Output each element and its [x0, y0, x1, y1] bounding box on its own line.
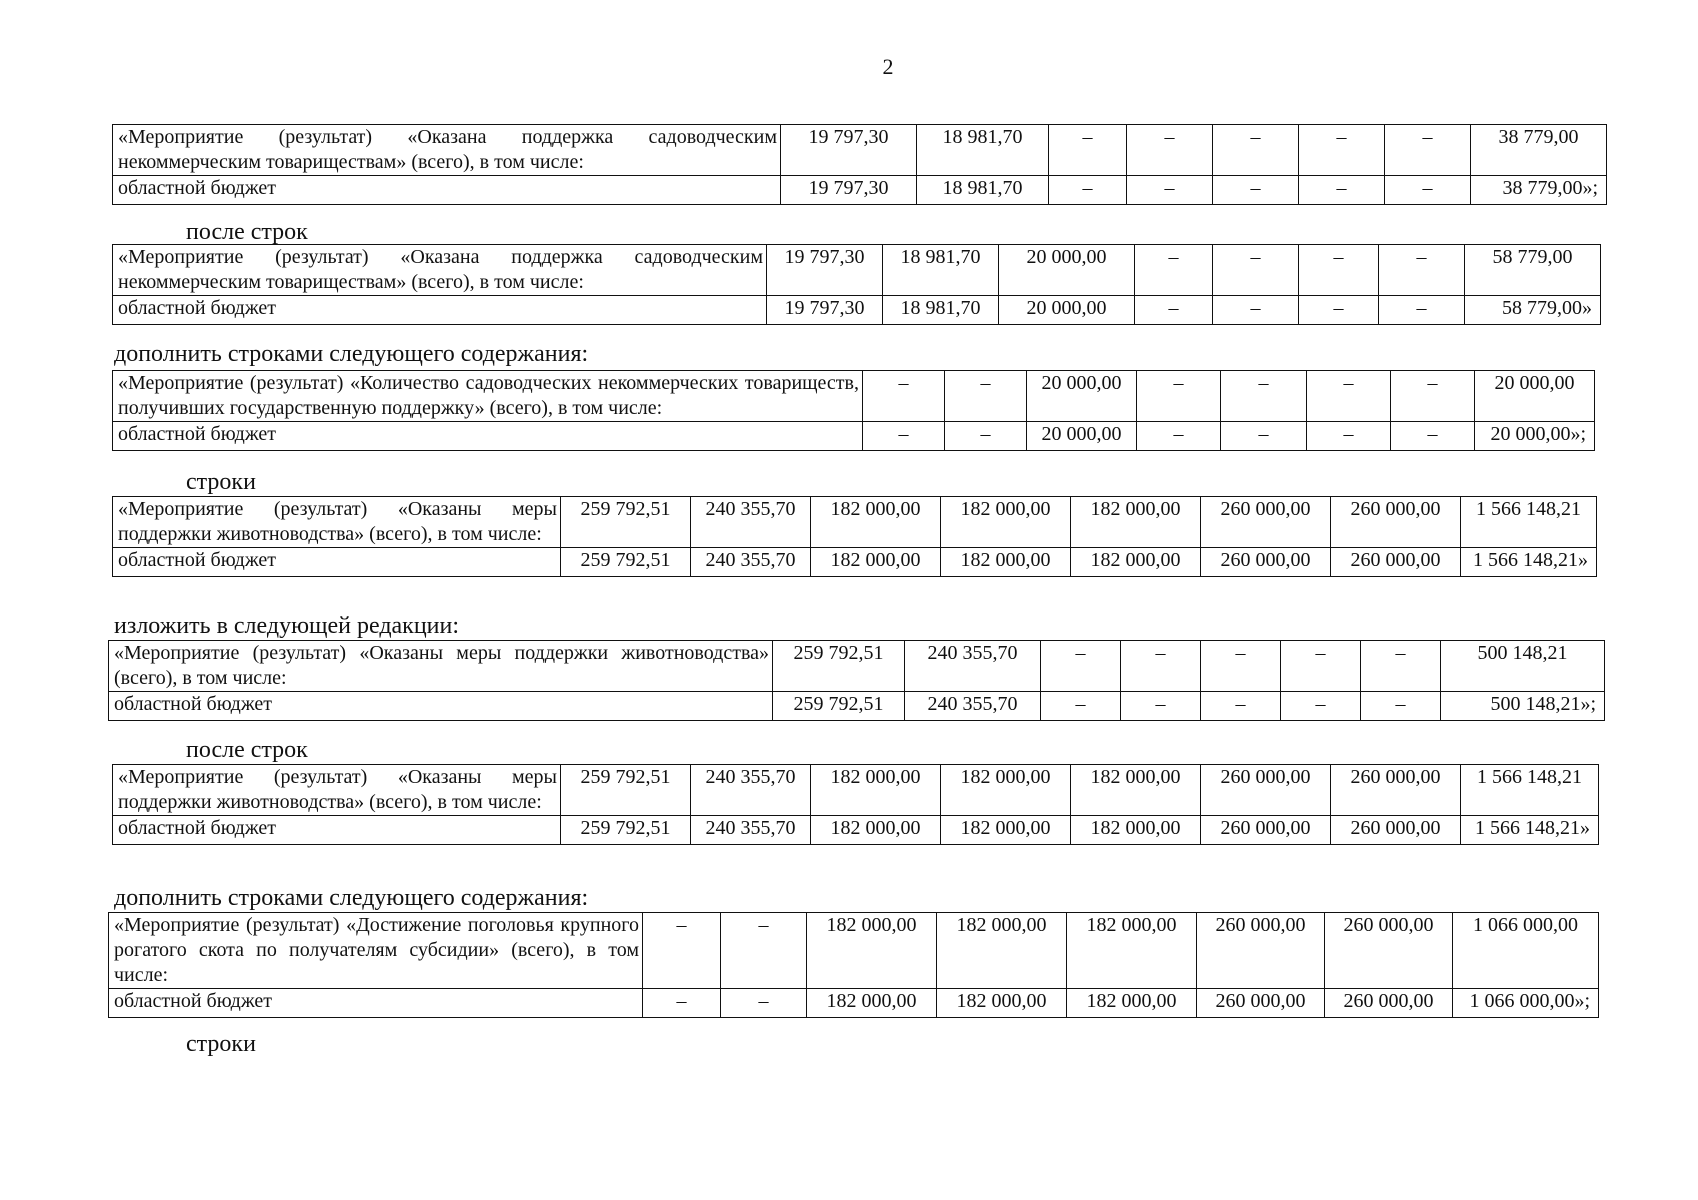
value-cell: – [1299, 296, 1379, 325]
table-row [109, 692, 1605, 721]
table-row [113, 816, 1599, 845]
value-cell: – [1307, 422, 1391, 451]
value-cell: – [1221, 422, 1307, 451]
total-cell: 1 566 148,21» [1461, 816, 1599, 845]
total-cell: 58 779,00» [1465, 296, 1601, 325]
table-row [109, 641, 1605, 692]
value-cell: – [721, 913, 807, 989]
value-cell: 259 792,51 [561, 765, 691, 816]
value-cell: 260 000,00 [1201, 816, 1331, 845]
table-row [113, 422, 1595, 451]
value-cell: 182 000,00 [941, 816, 1071, 845]
value-cell: 182 000,00 [811, 765, 941, 816]
instruction-rows: строки [186, 469, 256, 495]
value-cell: 18 981,70 [917, 176, 1049, 205]
row-label: областной бюджет [113, 296, 767, 325]
value-cell: – [1385, 125, 1471, 176]
value-cell: – [1385, 176, 1471, 205]
row-label: «Мероприятие (результат) «Оказаны меры поддержки животноводства» (всего), в том числе: [113, 497, 561, 548]
value-cell: 260 000,00 [1325, 913, 1453, 989]
value-cell: 260 000,00 [1331, 548, 1461, 577]
value-cell: 260 000,00 [1331, 497, 1461, 548]
value-cell: 20 000,00 [999, 296, 1135, 325]
table-row [113, 497, 1597, 548]
total-cell: 1 566 148,21 [1461, 765, 1599, 816]
page-number: 2 [882, 54, 894, 79]
value-cell: 19 797,30 [767, 245, 883, 296]
value-cell: 240 355,70 [691, 765, 811, 816]
value-cell: – [1213, 245, 1299, 296]
value-cell: – [1041, 692, 1121, 721]
value-cell: – [1127, 125, 1213, 176]
row-label: областной бюджет [113, 422, 863, 451]
value-cell: – [721, 989, 807, 1018]
table-block-2 [112, 244, 1601, 325]
table-row [113, 548, 1597, 577]
value-cell: – [1121, 641, 1201, 692]
value-cell: – [1135, 245, 1213, 296]
value-cell: – [945, 422, 1027, 451]
value-cell: – [1121, 692, 1201, 721]
value-cell: – [1299, 245, 1379, 296]
value-cell: 240 355,70 [905, 692, 1041, 721]
value-cell: – [1379, 245, 1465, 296]
value-cell: – [863, 422, 945, 451]
total-cell: 500 148,21 [1441, 641, 1605, 692]
table-block-5 [108, 640, 1605, 721]
table-row [109, 989, 1599, 1018]
total-cell: 1 566 148,21» [1461, 548, 1597, 577]
value-cell: – [1127, 176, 1213, 205]
instruction-after-rows: после строк [186, 737, 308, 763]
table-block-7 [108, 912, 1599, 1018]
total-cell: 20 000,00 [1475, 371, 1595, 422]
value-cell: 260 000,00 [1201, 765, 1331, 816]
value-cell: – [1221, 371, 1307, 422]
row-label: областной бюджет [113, 548, 561, 577]
value-cell: 19 797,30 [781, 125, 917, 176]
total-cell: 58 779,00 [1465, 245, 1601, 296]
budget-table [108, 640, 1605, 721]
value-cell: – [1135, 296, 1213, 325]
value-cell: 240 355,70 [691, 497, 811, 548]
value-cell: – [1213, 296, 1299, 325]
value-cell: – [643, 913, 721, 989]
value-cell: – [1391, 422, 1475, 451]
value-cell: 259 792,51 [561, 816, 691, 845]
budget-table [112, 370, 1595, 451]
value-cell: – [1281, 692, 1361, 721]
value-cell: – [1299, 176, 1385, 205]
value-cell: – [1213, 125, 1299, 176]
value-cell: 20 000,00 [1027, 422, 1137, 451]
row-label: областной бюджет [113, 176, 781, 205]
row-label: областной бюджет [109, 692, 773, 721]
table-block-6 [112, 764, 1599, 845]
value-cell: 19 797,30 [767, 296, 883, 325]
value-cell: – [863, 371, 945, 422]
table-block-4 [112, 496, 1597, 577]
value-cell: – [1201, 641, 1281, 692]
total-cell: 38 779,00 [1471, 125, 1607, 176]
value-cell: – [1049, 125, 1127, 176]
value-cell: – [945, 371, 1027, 422]
value-cell: – [1281, 641, 1361, 692]
value-cell: – [1201, 692, 1281, 721]
table-row [113, 176, 1607, 205]
value-cell: – [1299, 125, 1385, 176]
value-cell: 20 000,00 [1027, 371, 1137, 422]
value-cell: 260 000,00 [1331, 816, 1461, 845]
value-cell: – [1307, 371, 1391, 422]
value-cell: 182 000,00 [1071, 548, 1201, 577]
value-cell: 259 792,51 [561, 548, 691, 577]
instruction-rows: строки [186, 1031, 256, 1057]
instruction-edit: изложить в следующей редакции: [114, 613, 460, 639]
row-label: областной бюджет [113, 816, 561, 845]
value-cell: 18 981,70 [883, 245, 999, 296]
value-cell: 182 000,00 [1071, 765, 1201, 816]
table-row [113, 245, 1601, 296]
value-cell: 20 000,00 [999, 245, 1135, 296]
value-cell: 260 000,00 [1201, 497, 1331, 548]
value-cell: 19 797,30 [781, 176, 917, 205]
value-cell: – [1137, 371, 1221, 422]
budget-table [112, 764, 1599, 845]
value-cell: – [1361, 641, 1441, 692]
table-block-1 [112, 124, 1607, 205]
value-cell: – [1041, 641, 1121, 692]
row-label: «Мероприятие (результат) «Оказаны меры поддержки животноводства» (всего), в том числе: [113, 765, 561, 816]
table-row [109, 913, 1599, 989]
value-cell: 182 000,00 [941, 497, 1071, 548]
value-cell: 182 000,00 [1067, 989, 1197, 1018]
instruction-supplement: дополнить строками следующего содержания: [114, 885, 589, 911]
budget-table [108, 912, 1599, 1018]
value-cell: 260 000,00 [1197, 989, 1325, 1018]
value-cell: – [1049, 176, 1127, 205]
value-cell: 182 000,00 [807, 989, 937, 1018]
value-cell: – [1361, 692, 1441, 721]
table-row [113, 125, 1607, 176]
value-cell: 260 000,00 [1201, 548, 1331, 577]
row-label: «Мероприятие (результат) «Количество садоводческих некоммерческих товариществ, получивших государственную поддержку» (всего), в том числе: [113, 371, 863, 422]
value-cell: 182 000,00 [941, 548, 1071, 577]
total-cell: 1 066 000,00 [1453, 913, 1599, 989]
table-row [113, 296, 1601, 325]
value-cell: 260 000,00 [1331, 765, 1461, 816]
row-label: «Мероприятие (результат) «Достижение поголовья крупного рогатого скота по получателям субсидии» (всего), в том числе: [109, 913, 643, 989]
value-cell: 260 000,00 [1325, 989, 1453, 1018]
total-cell: 1 566 148,21 [1461, 497, 1597, 548]
value-cell: – [1213, 176, 1299, 205]
total-cell: 500 148,21»; [1441, 692, 1605, 721]
value-cell: 182 000,00 [811, 497, 941, 548]
total-cell: 1 066 000,00»; [1453, 989, 1599, 1018]
value-cell: 259 792,51 [773, 641, 905, 692]
value-cell: 182 000,00 [937, 989, 1067, 1018]
value-cell: 182 000,00 [1071, 497, 1201, 548]
value-cell: 240 355,70 [691, 548, 811, 577]
value-cell: 18 981,70 [883, 296, 999, 325]
value-cell: 259 792,51 [561, 497, 691, 548]
value-cell: 18 981,70 [917, 125, 1049, 176]
row-label: «Мероприятие (результат) «Оказана поддержка садоводческим некоммерческим товариществам» (всего), в том числе: [113, 125, 781, 176]
value-cell: 182 000,00 [807, 913, 937, 989]
value-cell: 182 000,00 [1071, 816, 1201, 845]
total-cell: 20 000,00»; [1475, 422, 1595, 451]
value-cell: 182 000,00 [811, 816, 941, 845]
value-cell: – [1137, 422, 1221, 451]
row-label: «Мероприятие (результат) «Оказаны меры поддержки животноводства» (всего), в том числе: [109, 641, 773, 692]
total-cell: 38 779,00»; [1471, 176, 1607, 205]
value-cell: 182 000,00 [1067, 913, 1197, 989]
value-cell: – [1391, 371, 1475, 422]
value-cell: – [643, 989, 721, 1018]
value-cell: – [1379, 296, 1465, 325]
value-cell: 240 355,70 [905, 641, 1041, 692]
instruction-after-rows: после строк [186, 219, 308, 245]
value-cell: 260 000,00 [1197, 913, 1325, 989]
value-cell: 182 000,00 [941, 765, 1071, 816]
row-label: «Мероприятие (результат) «Оказана поддержка садоводческим некоммерческим товариществам» (всего), в том числе: [113, 245, 767, 296]
instruction-supplement: дополнить строками следующего содержания: [114, 341, 589, 367]
budget-table [112, 124, 1607, 205]
value-cell: 182 000,00 [937, 913, 1067, 989]
value-cell: 182 000,00 [811, 548, 941, 577]
row-label: областной бюджет [109, 989, 643, 1018]
budget-table [112, 244, 1601, 325]
budget-table [112, 496, 1597, 577]
table-block-3 [112, 370, 1595, 451]
value-cell: 240 355,70 [691, 816, 811, 845]
table-row [113, 765, 1599, 816]
table-row [113, 371, 1595, 422]
value-cell: 259 792,51 [773, 692, 905, 721]
